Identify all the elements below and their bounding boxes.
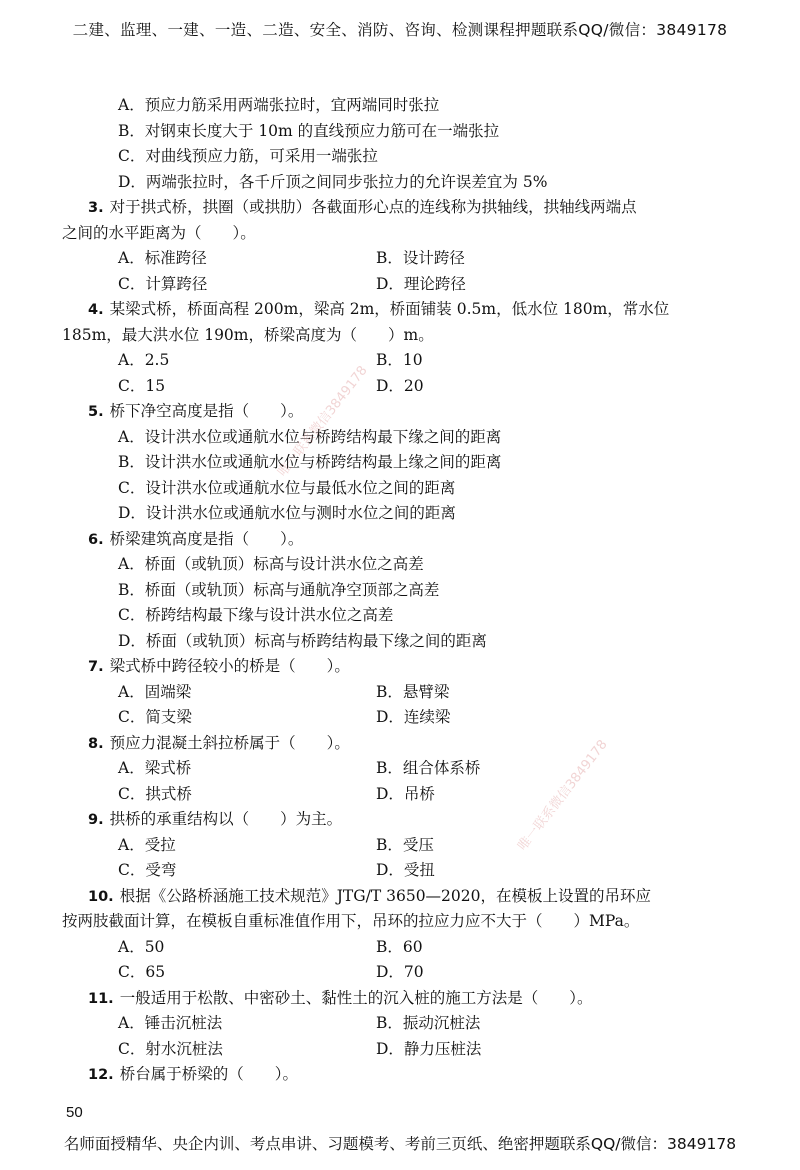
question-4-stem	[62, 297, 752, 323]
option-row	[62, 1037, 752, 1063]
option: D．20	[376, 376, 424, 395]
option: A．2.5	[118, 351, 170, 369]
stem-continuation: 按两肢截面计算，在模板自重标准值作用下，吊环的拉应力应不大于（ ）MPa。	[62, 912, 640, 930]
option: D．桥面（或轨顶）标高与桥跨结构最下缘之间的距离	[118, 631, 487, 650]
option-row	[62, 246, 752, 272]
stem-continuation: 185m，最大洪水位 190m，桥梁高度为（ ）m。	[62, 325, 434, 344]
stem-text: 桥台属于桥梁的（ ）。	[119, 1065, 298, 1083]
option: D．静力压桩法	[376, 1039, 482, 1058]
question-number: 9.	[88, 812, 104, 828]
option: B．10	[376, 351, 423, 369]
stem-text: 梁式桥中跨径较小的桥是（ ）。	[109, 657, 350, 675]
option: C．15	[118, 376, 166, 395]
option: C．计算跨径	[118, 274, 208, 293]
option: C．65	[118, 963, 166, 981]
stem-continuation: 之间的水平距离为（ ）。	[62, 223, 256, 242]
question-11-stem	[62, 986, 752, 1012]
option: A．标准跨径	[118, 249, 207, 267]
option: A．预应力筋采用两端张拉时，宜两端同时张拉	[118, 96, 440, 114]
option-row	[62, 960, 752, 986]
question-3-stem	[62, 195, 752, 221]
question-number: 12.	[88, 1067, 114, 1083]
watermark: 唯一联系微信3849178	[275, 363, 371, 480]
stem-text: 根据《公路桥涵施工技术规范》JTG/T 3650—2020，在模板上设置的吊环应	[119, 886, 652, 905]
page-number: 50	[66, 1104, 83, 1121]
question-number: 4.	[88, 302, 104, 318]
stem-text: 拱桥的承重结构以（ ）为主。	[109, 810, 343, 828]
option: B．设计跨径	[376, 249, 465, 267]
option: B．设计洪水位或通航水位与桥跨结构最上缘之间的距离	[118, 453, 502, 471]
option-row	[62, 348, 752, 374]
option: B．桥面（或轨顶）标高与通航净空顶部之高差	[118, 580, 440, 599]
page-footer: 名师面授精华、央企内训、考点串讲、习题模考、考前三页纸、绝密押题联系QQ/微信：3849178	[63, 1135, 737, 1153]
option: D．吊桥	[376, 784, 435, 803]
option: C．受弯	[118, 861, 177, 879]
option: C．射水沉桩法	[118, 1039, 223, 1058]
option: B．受压	[376, 835, 434, 854]
option-row	[62, 680, 752, 706]
option-row	[62, 374, 752, 400]
option: D．理论跨径	[376, 274, 466, 293]
question-number: 5.	[88, 404, 104, 420]
question-content	[62, 93, 752, 1088]
option: A．梁式桥	[118, 759, 192, 777]
page-header: 二建、监理、一建、一造、二造、安全、消防、咨询、检测课程押题联系QQ/微信：3849178	[72, 21, 728, 39]
question-number: 7.	[88, 659, 104, 675]
option: D．设计洪水位或通航水位与测时水位之间的距离	[118, 504, 456, 522]
option-row	[62, 782, 752, 808]
option: D．两端张拉时，各千斤顶之间同步张拉力的允许误差宜为 5%	[118, 172, 548, 191]
question-number: 6.	[88, 531, 104, 548]
question-9-stem	[62, 807, 752, 833]
question-number: 3.	[88, 200, 104, 216]
option: C．桥跨结构最下缘与设计洪水位之高差	[118, 606, 394, 624]
stem-text: 桥梁建筑高度是指（ ）。	[109, 529, 304, 548]
question-12-stem	[62, 1062, 752, 1088]
option: A．设计洪水位或通航水位与桥跨结构最下缘之间的距离	[118, 427, 502, 446]
option: B．对钢束长度大于 10m 的直线预应力筋可在一端张拉	[118, 121, 500, 140]
option: C．对曲线预应力筋，可采用一端张拉	[118, 147, 378, 165]
question-8-stem	[62, 731, 752, 757]
option: A．固端梁	[118, 682, 192, 701]
stem-text: 某梁式桥，桥面高程 200m，梁高 2m，桥面铺装 0.5m，低水位 180m，常水位	[109, 300, 670, 318]
option: C．设计洪水位或通航水位与最低水位之间的距离	[118, 478, 456, 497]
option-row	[62, 833, 752, 859]
option: A．锤击沉桩法	[118, 1014, 223, 1032]
stem-text: 预应力混凝土斜拉桥属于（ ）。	[109, 733, 350, 752]
option: B．悬臂梁	[376, 682, 450, 701]
option: A．受拉	[118, 835, 176, 854]
question-6-stem	[62, 527, 752, 553]
question-10-stem	[62, 884, 752, 910]
question-5-stem	[62, 399, 752, 425]
watermark: 唯一联系微信3849178	[515, 737, 611, 854]
option: B．振动沉桩法	[376, 1014, 481, 1032]
option-row	[62, 1011, 752, 1037]
question-7-stem	[62, 654, 752, 680]
option: C．拱式桥	[118, 784, 192, 803]
question-number: 10.	[88, 888, 114, 905]
stem-text: 桥下净空高度是指（ ）。	[109, 402, 304, 420]
option: B．组合体系桥	[376, 759, 481, 777]
option-row	[62, 858, 752, 884]
option: A．桥面（或轨顶）标高与设计洪水位之高差	[118, 555, 424, 573]
stem-text: 对于拱式桥，拱圈（或拱肋）各截面形心点的连线称为拱轴线，拱轴线两端点	[109, 198, 637, 216]
option: D．受扭	[376, 861, 435, 879]
option-row	[62, 272, 752, 298]
option-row	[62, 935, 752, 961]
stem-text: 一般适用于松散、中密砂土、黏性土的沉入桩的施工方法是（ ）。	[119, 988, 593, 1007]
option: D．连续梁	[376, 708, 451, 726]
question-number: 8.	[88, 735, 104, 752]
option: D．70	[376, 963, 424, 981]
option: C．简支梁	[118, 708, 192, 726]
option-row	[62, 705, 752, 731]
option-row	[62, 756, 752, 782]
question-number: 11.	[88, 990, 114, 1007]
option: B．60	[376, 937, 423, 956]
option: A．50	[118, 937, 165, 956]
